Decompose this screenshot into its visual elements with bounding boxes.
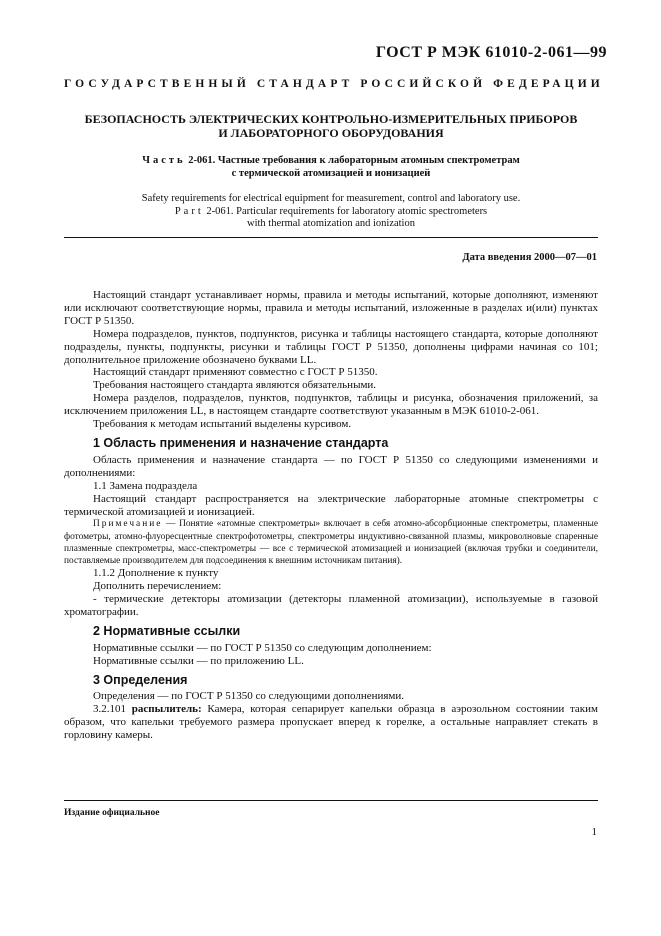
definition-text: Камера, которая сепарирует капельки образца в аэрозольном состоянии таким образом, что капельки требуемого размера пропускает вперед к горелке, а остальные направляет стекать в горловину камеры. <box>64 703 598 742</box>
section-1-paragraph: 1.1 Замена подраздела <box>93 479 198 492</box>
intro-paragraph: Настоящий стандарт устанавливает нормы, правила и методы испытаний, которые дополняют, изменяют или исключают соответствующие нормы, правила и методы испытаний, изложенные в разделах и(или) пунктах ГОСТ Р 51350. <box>64 289 598 327</box>
section-2-paragraph: Нормативные ссылки — по ГОСТ Р 51350 со следующим дополнением: <box>93 641 432 654</box>
section-1-heading: 1 Область применения и назначение стандарта <box>93 435 389 450</box>
part-title-line-2: с термической атомизацией и ионизацией <box>231 168 431 179</box>
document-code: ГОСТ Р МЭК 61010-2-061—99 <box>375 44 607 61</box>
top-divider <box>64 237 598 238</box>
english-line-1: Safety requirements for electrical equipment for measurement, control and laboratory use. <box>141 193 521 204</box>
definition-term: распылитель: <box>131 703 202 716</box>
section-1-paragraph: Настоящий стандарт распространяется на электрические лабораторные атомные спектрометры с термической атомизацией и ионизацией. <box>64 492 598 518</box>
section-1-paragraph: Дополнить перечислением: <box>93 580 222 593</box>
english-title <box>64 193 598 231</box>
state-standard-heading: ГОСУДАРСТВЕННЫЙ СТАНДАРТ РОССИЙСКОЙ ФЕДЕРАЦИИ <box>64 78 604 90</box>
part-title-line-1 <box>64 154 598 167</box>
section-1-note <box>64 518 598 567</box>
footer-divider <box>64 800 598 801</box>
english-part-label: Part <box>174 205 204 217</box>
document-title <box>64 112 598 140</box>
document-body <box>64 289 598 742</box>
section-1-paragraph: - термические детекторы атомизации (детекторы пламенной атомизации), используемые в газовой хроматографии. <box>64 593 598 618</box>
section-3-paragraph: Определения — по ГОСТ Р 51350 со следующими дополнениями. <box>93 690 405 703</box>
section-2-paragraph: Нормативные ссылки — по приложению LL. <box>93 654 304 667</box>
intro-paragraph: Номера подразделов, пунктов, подпунктов, рисунка и таблицы настоящего стандарта, которые дополняют подразделы, пункты, подпункты, рисунки и таблицы ГОСТ Р 51350, дополнены цифрами начиная со 101; дополнительное приложение обозначено буквами LL. <box>64 327 598 366</box>
english-part-text: 2-061. Particular requirements for laboratory atomic spectrometers <box>206 205 488 217</box>
intro-paragraph: Номера разделов, подразделов, пунктов, подпунктов, таблицы и рисунка, обозначения приложений, за исключением приложения LL, в настоящем стандарте соответствуют указанным в МЭК 61010-2-061. <box>64 392 598 418</box>
intro-paragraph: Требования настоящего стандарта являются обязательными. <box>93 379 377 392</box>
definition-number: 3.2.101 <box>93 703 126 716</box>
english-line-3: with thermal atomization and ionization <box>247 218 415 229</box>
part-title <box>64 154 598 180</box>
section-1-paragraph: 1.1.2 Дополнение к пункту <box>93 567 219 580</box>
intro-paragraph: Настоящий стандарт применяют совместно с ГОСТ Р 51350. <box>93 366 378 379</box>
section-3-definition <box>64 703 598 742</box>
part-title-text: 2-061. Частные требования к лабораторным атомным спектрометрам <box>188 155 520 166</box>
title-line-1: БЕЗОПАСНОСТЬ ЭЛЕКТРИЧЕСКИХ КОНТРОЛЬНО-ИЗМЕРИТЕЛЬНЫХ ПРИБОРОВ <box>84 112 578 126</box>
official-edition-label: Издание официальное <box>64 808 160 818</box>
section-3-heading: 3 Определения <box>93 672 188 687</box>
part-label: Часть <box>142 155 186 166</box>
introduction-date: Дата введения 2000—07—01 <box>462 252 597 263</box>
section-2-heading: 2 Нормативные ссылки <box>93 623 241 638</box>
note-label: Примечание <box>93 519 163 530</box>
title-line-2: И ЛАБОРАТОРНОГО ОБОРУДОВАНИЯ <box>218 126 444 140</box>
section-1-paragraph: Область применения и назначение стандарта — по ГОСТ Р 51350 со следующими изменениями и дополнениями: <box>64 453 598 479</box>
note-text: — Понятие «атомные спектрометры» включает в себя атомно-абсорбционные спектрометры, пламенные фотометры, атомно-флуоресцентные спектрофотометры, спектрометры индуктивно-связанной плазмы, микроволновые спаренные плазменные спектрометры, масс-спектрометры — все с термической атомизацией и ионизацией (включая трубки и соединители, поставляемые производителем для подсоединения к внешним источникам питания). <box>64 519 598 567</box>
intro-paragraph: Требования к методам испытаний выделены курсивом. <box>93 418 352 431</box>
page-number: 1 <box>591 826 597 838</box>
english-line-2 <box>64 206 598 219</box>
